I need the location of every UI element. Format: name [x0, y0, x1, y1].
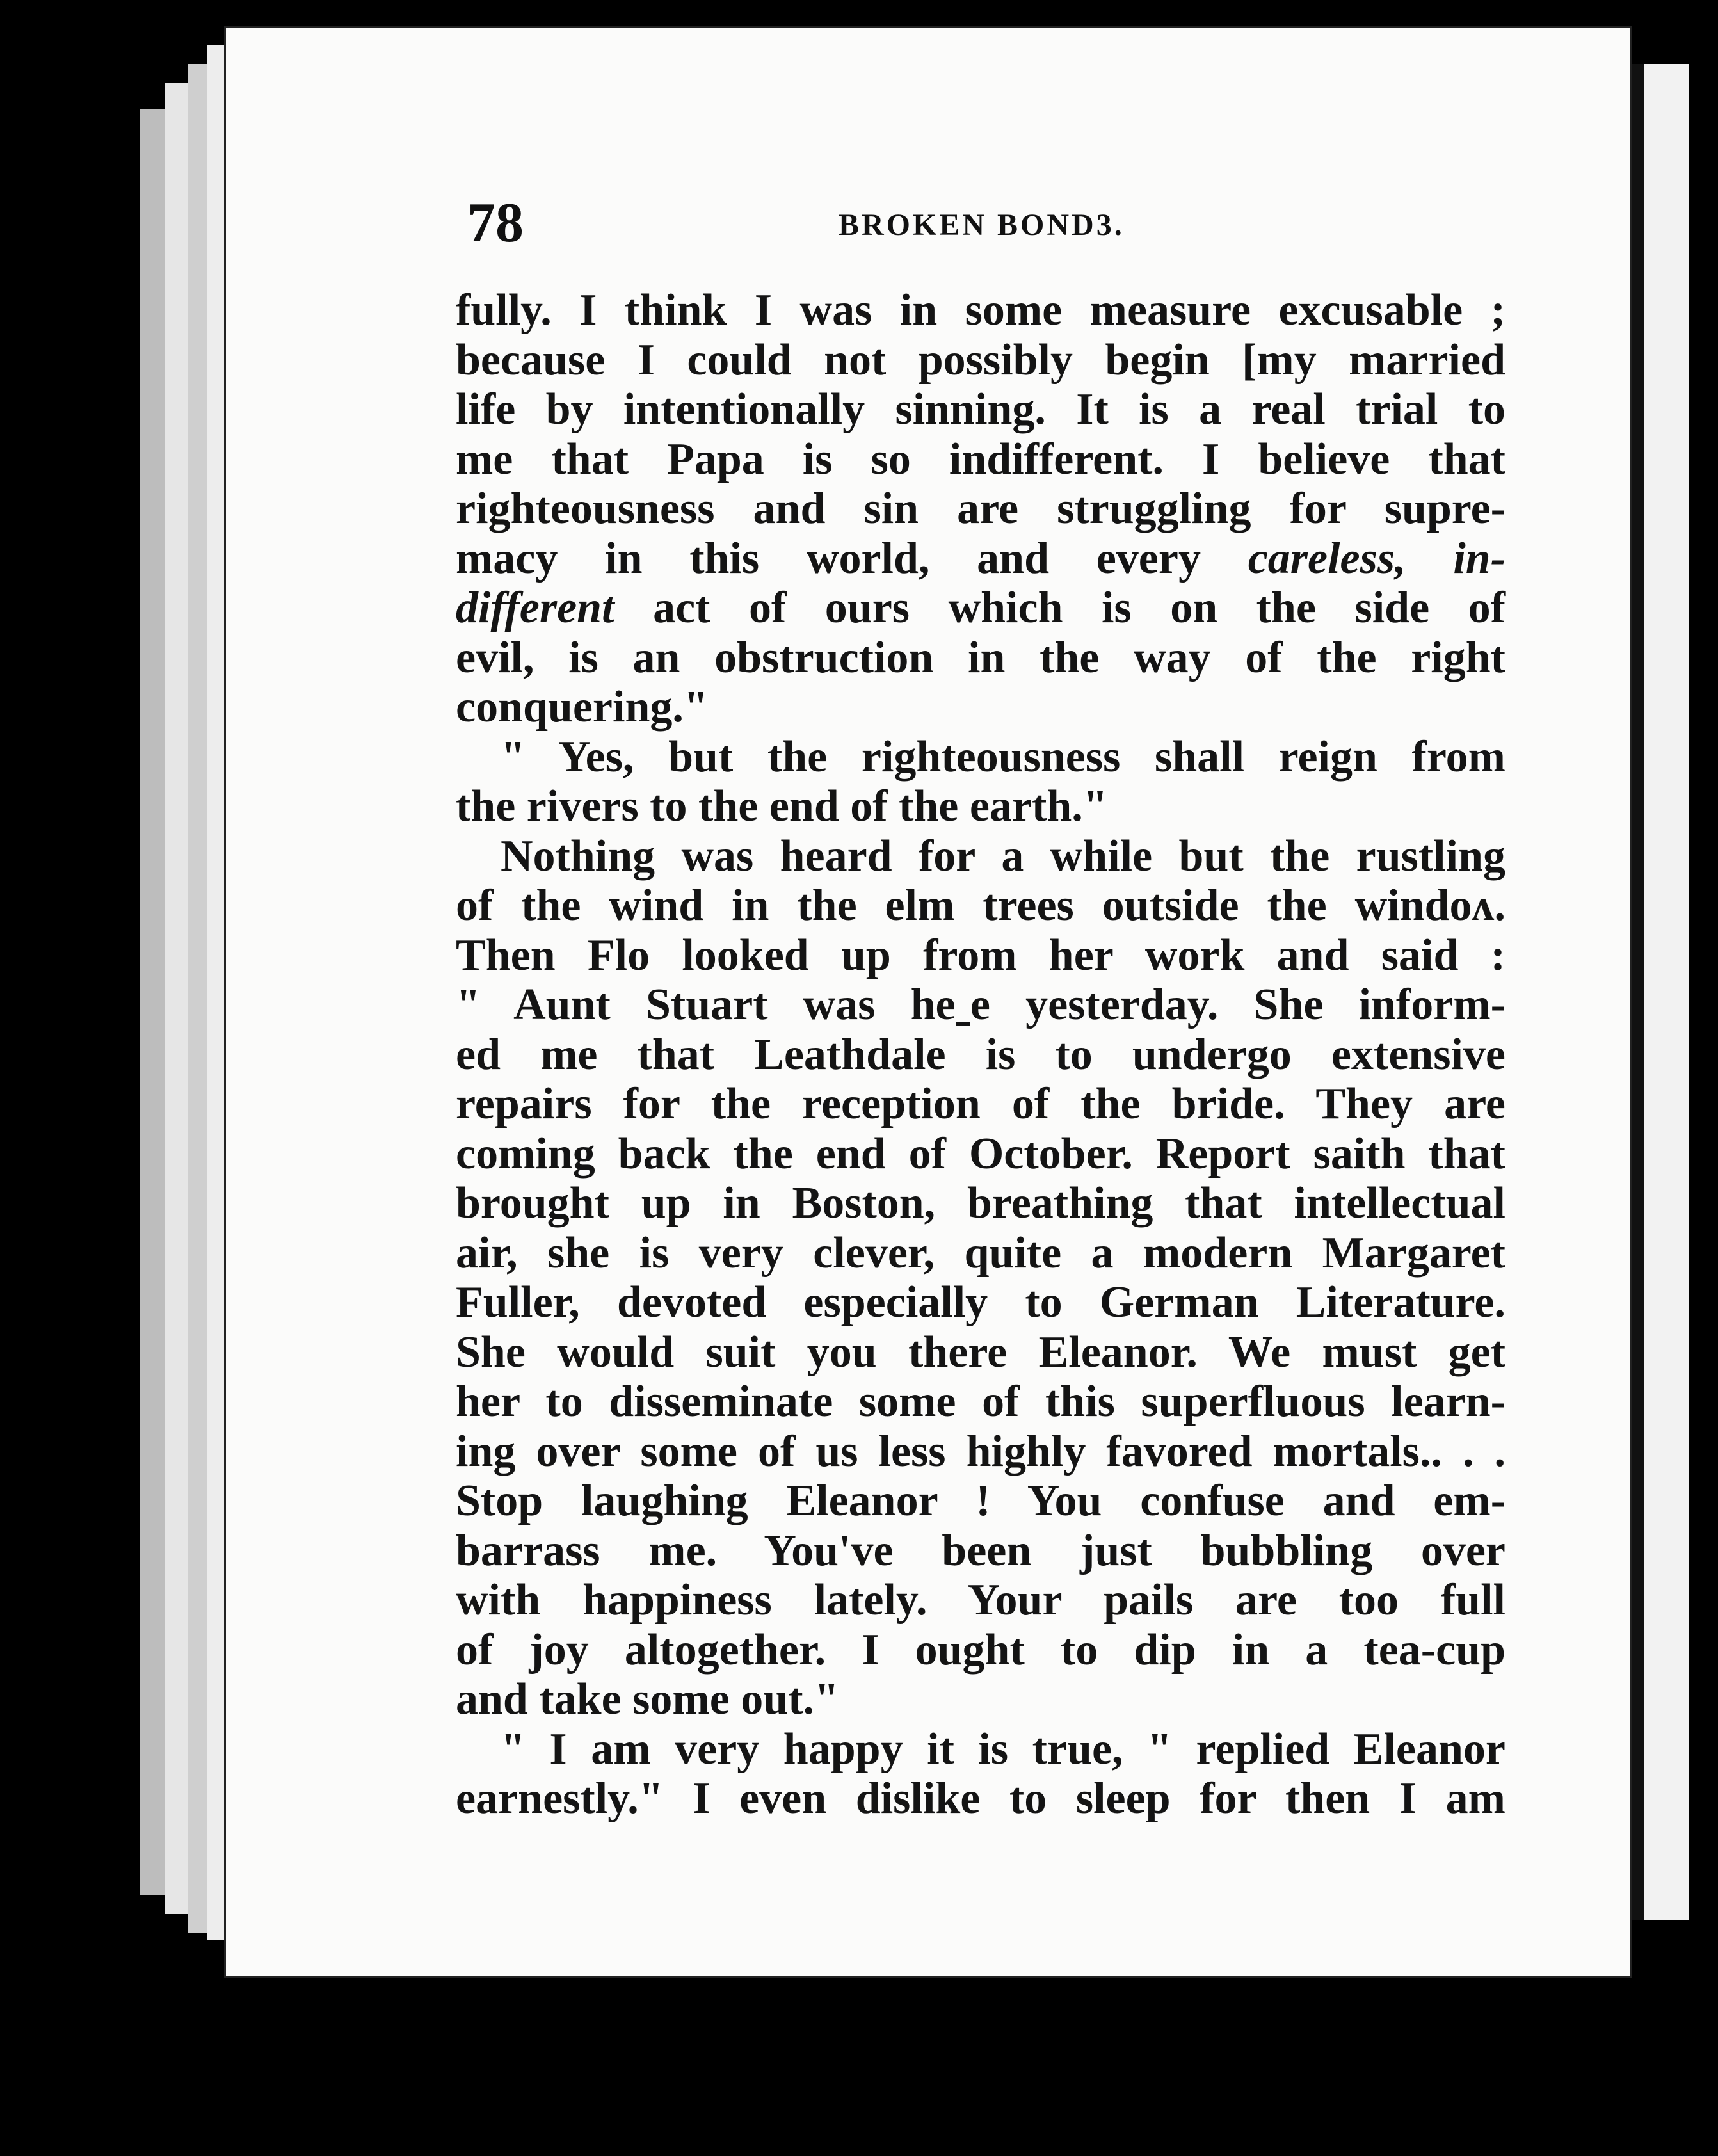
gutter-shadow — [1632, 64, 1644, 1920]
text-line: with happiness lately. Your pails are too full — [456, 1575, 1505, 1625]
italic-text: different — [456, 583, 614, 632]
text-line: She would suit you there Eleanor. We must get — [456, 1327, 1505, 1377]
text-line: fully. I think I was in some measure excusable ; — [456, 286, 1505, 335]
text-line: brought up in Boston, breathing that intellectual — [456, 1179, 1505, 1228]
text-line: coming back the end of October. Report saith that — [456, 1129, 1505, 1179]
text-line: " Aunt Stuart was heˍe yesterday. She inform- — [456, 980, 1505, 1029]
text-line: Nothing was heard for a while but the rustling — [501, 831, 1505, 881]
italic-text: careless, in- — [1248, 533, 1506, 583]
text-line: conquering." — [456, 682, 709, 732]
text-line: ing over some of us less highly favored mortals.. . . — [456, 1426, 1505, 1476]
text-line: because I could not possibly begin [my married — [456, 335, 1505, 385]
facing-page-edge — [1644, 64, 1689, 1920]
text-line-mixed — [456, 534, 1505, 584]
text-line: " Yes, but the righteousness shall reign from — [501, 732, 1505, 782]
text-line: Then Flo looked up from her work and said : — [456, 930, 1505, 980]
text-line: the rivers to the end of the earth." — [456, 782, 1108, 831]
page-number: 78 — [467, 192, 524, 254]
text-line: me that Papa is so indifferent. I believe that — [456, 434, 1505, 484]
text-line: barrass me. You've been just bubbling over — [456, 1525, 1505, 1575]
text-line: righteousness and sin are struggling for supre- — [456, 484, 1505, 533]
text-line: evil, is an obstruction in the way of the right — [456, 632, 1505, 682]
text-line: ed me that Leathdale is to undergo extensive — [456, 1029, 1505, 1079]
text-line: Stop laughing Eleanor ! You confuse and em- — [456, 1476, 1505, 1525]
body-text — [456, 286, 1505, 1824]
text-line: her to disseminate some of this superfluous learn- — [456, 1377, 1505, 1426]
text-segment: macy in this world, and every — [456, 533, 1201, 583]
text-line: of joy altogether. I ought to dip in a tea-cup — [456, 1625, 1505, 1675]
text-line: repairs for the reception of the bride. They are — [456, 1079, 1505, 1129]
page-header — [467, 191, 1491, 261]
text-line: Fuller, devoted especially to German Literature. — [456, 1278, 1505, 1327]
text-line-mixed — [456, 583, 1505, 633]
text-line: life by intentionally sinning. It is a real trial to — [456, 385, 1505, 434]
text-line: of the wind in the elm trees outside the windoʌ. — [456, 881, 1505, 930]
text-line: air, she is very clever, quite a modern Margaret — [456, 1228, 1505, 1278]
text-segment: act of ours which is on the side of — [653, 583, 1505, 632]
text-line: earnestly." I even dislike to sleep for then I am — [456, 1774, 1505, 1823]
running-head: BROKEN BOND3. — [839, 208, 1125, 242]
text-line: " I am very happy it is true, " replied Eleanor — [501, 1724, 1505, 1774]
text-line: and take some out." — [456, 1675, 839, 1724]
